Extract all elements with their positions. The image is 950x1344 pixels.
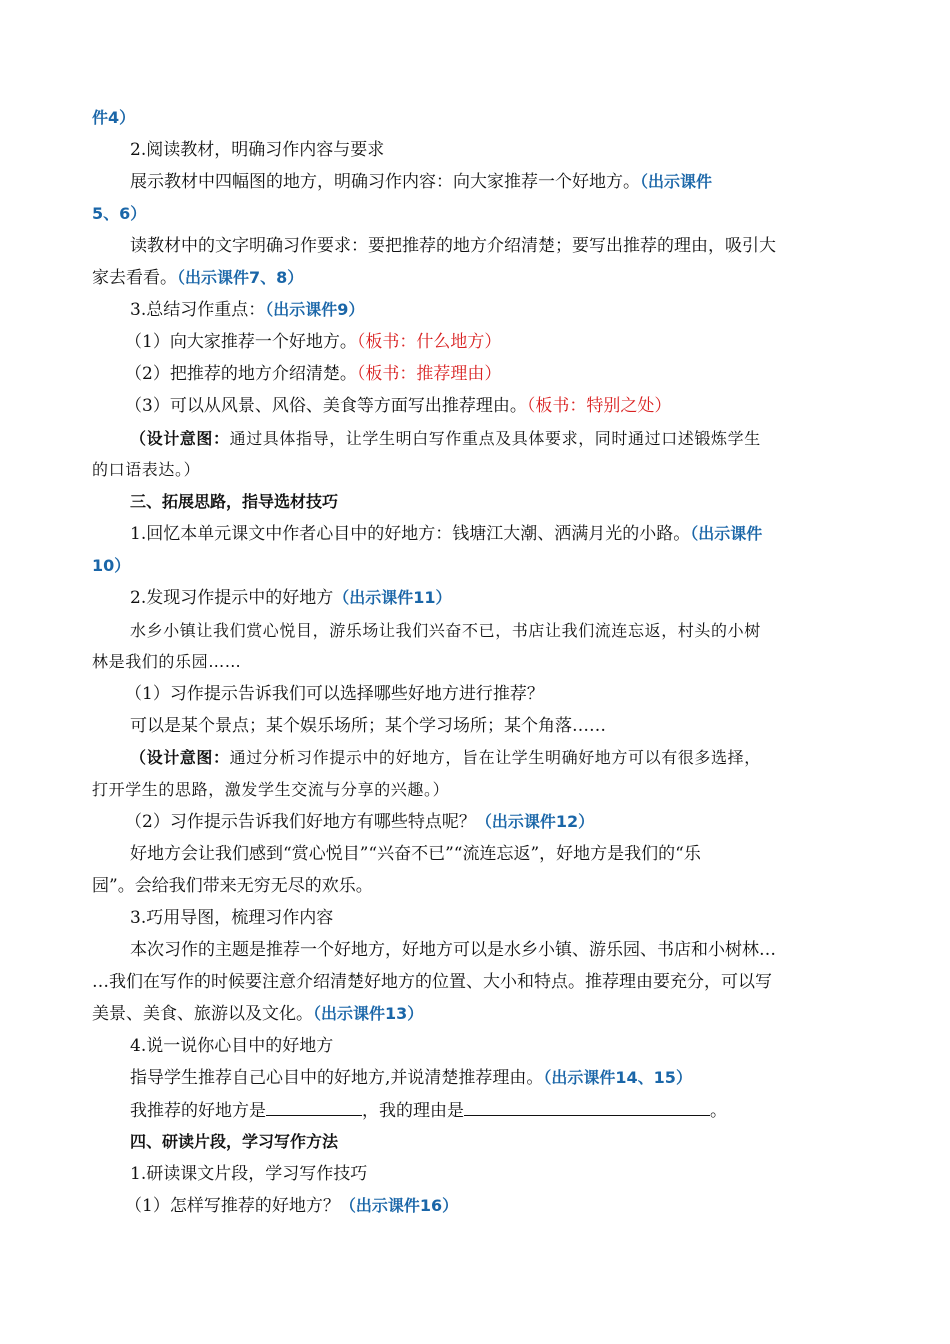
courseware-ref: （出示课件: [640, 172, 713, 191]
board-note: （板书：什么地方）: [356, 332, 502, 352]
text-line: [130, 843, 900, 865]
board-note: （板书：推荐理由）: [356, 364, 502, 384]
courseware-ref: 10）: [92, 556, 131, 575]
line-text: 4.说一说你心目中的好地方: [130, 1036, 334, 1056]
text-line: [92, 1003, 862, 1025]
line-text: 好地方会让我们感到“赏心悦目”“兴奋不已”“流连忘返”，好地方是我们的“乐: [130, 844, 701, 864]
text-line: [130, 299, 900, 321]
line-text: （2）把推荐的地方介绍清楚。: [125, 364, 357, 384]
text-line: [92, 267, 862, 289]
design-intent-label: （设计意图：: [130, 429, 230, 448]
text-line: [92, 203, 862, 225]
text-line: [130, 715, 900, 737]
design-intent: [130, 428, 900, 450]
line-text: 指导学生推荐自己心目中的好地方,并说清楚推荐理由。: [130, 1068, 544, 1088]
text-line: [92, 459, 862, 481]
line-text: …我们在写作的时候要注意介绍清楚好地方的位置、大小和特点。推荐理由要充分，可以写: [92, 972, 772, 992]
text-line: [130, 939, 900, 961]
line-text: （3）可以从风景、风俗、美食等方面写出推荐理由。: [125, 396, 527, 416]
text-line: [92, 651, 862, 673]
text-line: [130, 139, 900, 161]
line-text: 1.研读课文片段，学习写作技巧: [130, 1164, 368, 1184]
courseware-ref: （出示课件9）: [265, 300, 365, 319]
text-line: [130, 620, 900, 642]
text-line: [92, 555, 862, 577]
line-text: 2.阅读教材，明确习作内容与要求: [130, 140, 385, 160]
text-line: [125, 683, 895, 705]
line-text: 可以是某个景点；某个娱乐场所；某个学习场所；某个角落……: [130, 716, 606, 736]
line-text: 本次习作的主题是推荐一个好地方，好地方可以是水乡小镇、游乐园、书店和小树林…: [130, 940, 776, 960]
text-line: [130, 1035, 900, 1057]
fill-in-line: [130, 1099, 900, 1122]
line-text: 园”。会给我们带来无穷无尽的欢乐。: [92, 876, 373, 896]
courseware-ref: （出示课件14、15）: [543, 1068, 692, 1087]
courseware-ref: 5、6）: [92, 204, 147, 223]
text-line: [125, 1195, 895, 1217]
line-text: 。: [710, 1101, 727, 1121]
text-line: [125, 395, 895, 417]
text-line: [130, 587, 900, 609]
line-text: 通过具体指导，让学生明白写作重点及具体要求，同时通过口述锻炼学生: [229, 429, 761, 448]
courseware-ref: 件4）: [92, 108, 136, 127]
courseware-ref: （出示课件: [690, 524, 763, 543]
text-line: [125, 363, 895, 385]
text-line: [92, 107, 862, 129]
courseware-ref: （出示课件7、8）: [177, 268, 304, 287]
section-heading: [130, 1131, 900, 1153]
line-text: 的口语表达。）: [92, 460, 201, 479]
line-text: （2）习作提示告诉我们好地方有哪些特点呢？: [125, 812, 476, 832]
courseware-ref: （出示课件11）: [333, 588, 452, 607]
text-line: [130, 235, 900, 257]
text-line: [130, 1067, 900, 1089]
line-text: （1）怎样写推荐的好地方？: [125, 1196, 340, 1216]
text-line: [130, 171, 900, 193]
line-text: 我推荐的好地方是: [130, 1101, 266, 1121]
blank-place[interactable]: [266, 1099, 362, 1116]
line-text: 2.发现习作提示中的好地方: [130, 588, 334, 608]
blank-reason[interactable]: [464, 1099, 710, 1116]
section-heading: [130, 491, 900, 513]
line-text: 读教材中的文字明确习作要求：要把推荐的地方介绍清楚；要写出推荐的理由，吸引大: [130, 236, 776, 256]
text-line: [125, 331, 895, 353]
line-text: ，我的理由是: [362, 1101, 464, 1121]
board-note: （板书：特别之处）: [526, 396, 672, 416]
courseware-ref: （出示课件16）: [339, 1196, 459, 1215]
text-line: [130, 1163, 900, 1185]
design-intent: [130, 747, 900, 769]
line-text: 展示教材中四幅图的地方，明确习作内容：向大家推荐一个好地方。: [130, 172, 640, 192]
line-text: （1）向大家推荐一个好地方。: [125, 332, 357, 352]
line-text: 美景、美食、旅游以及文化。: [92, 1004, 313, 1024]
line-text: 3.总结习作重点：: [130, 300, 266, 320]
text-line: [92, 779, 862, 801]
line-text: 3.巧用导图，梳理习作内容: [130, 908, 334, 928]
line-text: 通过分析习作提示中的好地方，旨在让学生明确好地方可以有很多选择，: [229, 748, 761, 767]
heading-text: 三、拓展思路，指导选材技巧: [130, 492, 339, 511]
heading-text: 四、研读片段，学习写作方法: [130, 1132, 339, 1151]
courseware-ref: （出示课件13）: [313, 1004, 424, 1023]
line-text: （1）习作提示告诉我们可以选择哪些好地方进行推荐？: [125, 684, 544, 704]
text-line: [130, 907, 900, 929]
line-text: 林是我们的乐园……: [92, 652, 242, 671]
text-line: [92, 875, 862, 897]
line-text: 1.回忆本单元课文中作者心目中的好地方：钱塘江大潮、洒满月光的小路。: [130, 524, 691, 544]
design-intent-label: （设计意图：: [130, 748, 230, 767]
line-text: 打开学生的思路，激发学生交流与分享的兴趣。）: [92, 780, 450, 799]
text-line: [125, 811, 895, 833]
text-line: [92, 971, 862, 993]
line-text: 家去看看。: [92, 268, 177, 288]
text-line: [130, 523, 900, 545]
line-text: 水乡小镇让我们赏心悦目，游乐场让我们兴奋不已，书店让我们流连忘返，村头的小树: [130, 621, 761, 640]
courseware-ref: （出示课件12）: [475, 812, 595, 831]
